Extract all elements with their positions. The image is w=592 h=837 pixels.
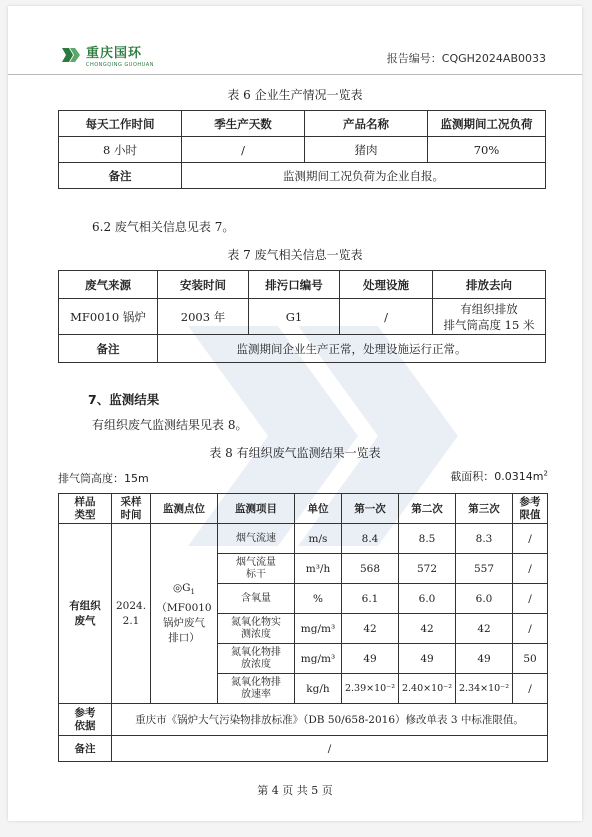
table6	[58, 110, 546, 189]
table8-caption: 表 8 有组织废气监测结果一览表	[209, 446, 381, 460]
table6-header: 监测期间工况负荷	[428, 111, 546, 137]
item-cell	[218, 614, 295, 644]
limit-cell: /	[513, 584, 548, 614]
item-cell	[218, 524, 295, 554]
item-cell	[218, 674, 295, 704]
value-cell: 2.34×10⁻²	[456, 674, 513, 704]
value-cell: 8.3	[456, 524, 513, 554]
sample-type-cell	[59, 524, 112, 704]
point-line	[153, 581, 215, 600]
limit-cell: /	[513, 674, 548, 704]
table6-cell: 70%	[428, 137, 546, 163]
point-line: （MF0010	[156, 601, 212, 614]
table8-header-first: 第一次	[342, 494, 399, 524]
value-cell: 8.4	[342, 524, 399, 554]
unit-cell: %	[295, 584, 342, 614]
sample-time-line: 2024.	[115, 599, 147, 612]
section-7-text: 有组织废气监测结果见表 8。	[92, 418, 248, 432]
value-cell: 42	[456, 614, 513, 644]
value-cell: 568	[342, 554, 399, 584]
table6-caption: 表 6 企业生产情况一览表	[227, 88, 363, 102]
table6-note: 监测期间工况负荷为企业自报。	[182, 163, 546, 189]
value-cell: 2.39×10⁻²	[342, 674, 399, 704]
table8-header-third: 第三次	[456, 494, 513, 524]
table7-header: 废气来源	[59, 271, 158, 299]
item-cell	[218, 584, 295, 614]
table8-header-item: 监测项目	[218, 494, 295, 524]
header-line: 类型	[74, 508, 96, 521]
header-line: 时间	[120, 508, 142, 521]
unit-cell: m³/h	[295, 554, 342, 584]
table6-header: 季生产天数	[182, 111, 305, 137]
unit-cell: m/s	[295, 524, 342, 554]
value-cell: 6.1	[342, 584, 399, 614]
sample-type-line: 废气	[74, 614, 96, 627]
header-line: 参考	[519, 495, 541, 508]
company-logo-icon	[60, 44, 82, 66]
stack-height: 排气筒高度：15m	[58, 472, 149, 485]
unit-cell: mg/m³	[295, 644, 342, 674]
item-cell	[218, 554, 295, 584]
table6-header: 产品名称	[305, 111, 428, 137]
item-line: 氮氧化物排	[231, 646, 281, 658]
table7-header: 处理设施	[340, 271, 433, 299]
cross-section-area	[450, 468, 548, 484]
table7-caption: 表 7 废气相关信息一览表	[227, 248, 363, 262]
value-cell: 42	[399, 614, 456, 644]
brand-en: CHONGQING GUOHUAN	[86, 62, 154, 68]
page-header	[8, 6, 582, 75]
item-line: 烟气流速	[236, 532, 276, 544]
sample-time-cell	[112, 524, 151, 704]
table6-cell: 猪肉	[305, 137, 428, 163]
section-6-2-text: 6.2 废气相关信息见表 7。	[92, 220, 235, 234]
document-page	[8, 6, 582, 821]
table6-header: 每天工作时间	[59, 111, 182, 137]
table8-header-point: 监测点位	[151, 494, 218, 524]
table7-note-label: 备注	[59, 335, 158, 363]
table7-dest-line2: 排气筒高度 15 米	[443, 317, 535, 332]
table7-cell: G1	[249, 299, 340, 335]
value-cell: 557	[456, 554, 513, 584]
brand-cn: 重庆国环	[86, 46, 143, 61]
area-sup: 2	[543, 469, 548, 478]
value-cell: 572	[399, 554, 456, 584]
table7-destination	[433, 299, 546, 335]
value-cell: 42	[342, 614, 399, 644]
table7-header: 排污口编号	[249, 271, 340, 299]
item-line: 放浓度	[241, 658, 271, 670]
table7	[58, 270, 546, 363]
item-line: 氮氧化物排	[231, 676, 281, 688]
point-sub: 1	[190, 588, 196, 597]
item-line: 含氧量	[241, 592, 271, 604]
table7-dest-line1: 有组织排放	[460, 301, 518, 316]
value-cell: 8.5	[399, 524, 456, 554]
limit-cell: 50	[513, 644, 548, 674]
item-line: 烟气流量	[236, 556, 276, 568]
limit-cell: /	[513, 554, 548, 584]
table8-note: /	[112, 736, 548, 762]
unit-cell: mg/m³	[295, 614, 342, 644]
item-line: 放速率	[241, 688, 271, 700]
value-cell: 49	[399, 644, 456, 674]
table8-ref-label	[59, 704, 112, 736]
item-line: 标干	[246, 568, 266, 580]
table8-header-unit: 单位	[295, 494, 342, 524]
limit-cell: /	[513, 524, 548, 554]
brand-name	[86, 42, 154, 68]
page-footer: 第 4 页 共 5 页	[257, 784, 333, 797]
sample-time-line: 2.1	[122, 614, 140, 627]
table6-cell: /	[182, 137, 305, 163]
table8-header-time	[112, 494, 151, 524]
sample-type-line: 有组织	[69, 599, 101, 612]
table7-header: 排放去向	[433, 271, 546, 299]
value-cell: 2.40×10⁻²	[399, 674, 456, 704]
table7-header: 安装时间	[158, 271, 249, 299]
table8	[58, 493, 548, 762]
point-line: 排口）	[168, 631, 200, 644]
table8-header-limit	[513, 494, 548, 524]
point-line: 锅炉废气	[163, 616, 205, 629]
point-symbol: ◎G	[172, 582, 191, 595]
ref-label-line: 参考	[74, 706, 96, 719]
section-7-heading: 7、监测结果	[88, 392, 160, 407]
monitoring-point-cell	[151, 524, 218, 704]
table7-cell: MF0010 锅炉	[59, 299, 158, 335]
area-text: 截面积：0.0314m	[450, 470, 544, 483]
table7-cell: /	[340, 299, 433, 335]
table8-header-second: 第二次	[399, 494, 456, 524]
table8-ref-text: 重庆市《锅炉大气污染物排放标准》（DB 50/658-2016）修改单表 3 中标准限值。	[112, 704, 548, 736]
header-line: 采样	[120, 495, 142, 508]
value-cell: 49	[456, 644, 513, 674]
value-cell: 49	[342, 644, 399, 674]
table7-cell: 2003 年	[158, 299, 249, 335]
table8-header-type	[59, 494, 112, 524]
table6-note-label: 备注	[59, 163, 182, 189]
unit-cell: kg/h	[295, 674, 342, 704]
ref-label-line: 依据	[74, 719, 96, 732]
table8-note-label: 备注	[59, 736, 112, 762]
item-cell	[218, 644, 295, 674]
table7-note: 监测期间企业生产正常，处理设施运行正常。	[158, 335, 546, 363]
report-number: 报告编号：CQGH2024AB0033	[386, 52, 546, 65]
value-cell: 6.0	[399, 584, 456, 614]
header-line: 样品	[74, 495, 96, 508]
table6-cell: 8 小时	[59, 137, 182, 163]
header-line: 限值	[519, 508, 541, 521]
limit-cell: /	[513, 614, 548, 644]
item-line: 测浓度	[241, 628, 271, 640]
item-line: 氮氧化物实	[231, 616, 281, 628]
value-cell: 6.0	[456, 584, 513, 614]
